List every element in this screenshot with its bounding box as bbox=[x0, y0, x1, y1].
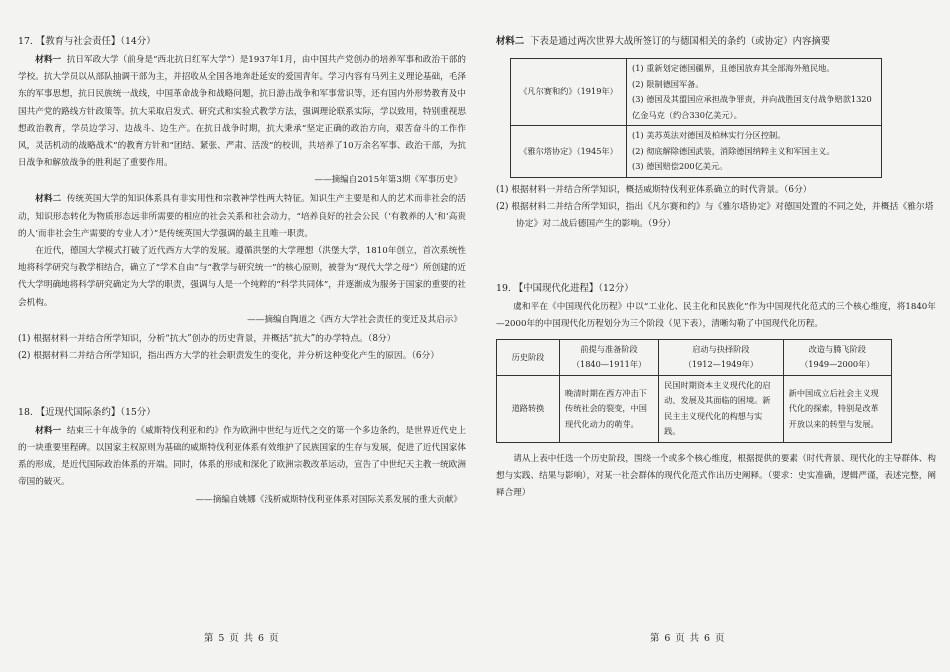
stage-description: 晚清时期在西方冲击下传统社会的裂变，中国现代化动力的萌芽。 bbox=[560, 375, 659, 442]
q17-m2-citation: ——摘编自陶道之《西方大学社会责任的变迁及其启示》 bbox=[247, 314, 462, 325]
q17-m1-citation: ——摘编自2015年第3期《军事历史》 bbox=[314, 175, 462, 186]
row-header-stage: 历史阶段 bbox=[497, 339, 560, 375]
q17-ask-2: (2) 根据材料二并结合所学知识，指出西方大学的社会职责发生的变化，并分析这种变化产生的原因。（6分） bbox=[18, 350, 440, 361]
q18-ask-2: (2) 根据材料二并结合所学知识，指出《凡尔赛和约》与《雅尔塔协定》对德国处置的不同之处，并概括《雅尔塔协定》对二战后德国产生的影响。（9分） bbox=[496, 201, 934, 229]
treaty-item: (3) 德国赔偿200亿美元。 bbox=[632, 161, 728, 171]
stage-name: 改造与腾飞阶段 bbox=[808, 343, 866, 354]
q18-ask-1: (1) 根据材料一并结合所学知识，概括威斯特伐利亚体系确立的时代背景。（6分） bbox=[496, 184, 812, 195]
q17-material-2 bbox=[18, 191, 466, 243]
q18-m2-heading-text: 下表是通过两次世界大战所签订的与德国相关的条约（或协定）内容摘要 bbox=[530, 36, 831, 47]
stage-years: （1949—2000年） bbox=[800, 359, 875, 370]
q17-m2-text: 传统英国大学的知识体系具有非实用性和宗教神学性两大特征。知识生产主要是和人的艺术而非社会的活动，知识形态转化为物质形态远非所需要的相应的社会关系和社会动力，“培养良好的社会公民（‘有教养的人’和‘高贵的人’而非社会生产需要的专业人才）”是传统英国大学强调的最主且唯一职责。 bbox=[18, 194, 466, 239]
row-header-path: 道路转换 bbox=[497, 375, 560, 442]
treaty-item: (2) 限制德国军备。 bbox=[632, 78, 704, 89]
table-row bbox=[511, 59, 882, 126]
stage-description: 民国时期资本主义现代化的启动、发展及其面临的困境。新民主主义现代化的构想与实践。 bbox=[659, 375, 784, 442]
page-number-right: 第 6 页 共 6 页 bbox=[650, 633, 726, 644]
table-row bbox=[511, 126, 882, 178]
stage-years: （1912—1949年） bbox=[683, 359, 759, 370]
stage-cell bbox=[783, 339, 891, 375]
treaty-name: 《雅尔塔协定》（1945年） bbox=[511, 126, 627, 178]
q18-material-2-heading bbox=[496, 34, 936, 50]
q17-m1-lead: 材料一 bbox=[35, 55, 62, 65]
treaty-item: (1) 美苏英法对德国及柏林实行分区控制。 bbox=[632, 130, 786, 140]
stage-years: （1840—1911年） bbox=[571, 359, 647, 370]
left-page bbox=[18, 0, 466, 672]
q18-m2-lead: 材料二 bbox=[496, 36, 525, 47]
q18-m1-lead: 材料一 bbox=[35, 425, 62, 436]
treaty-item: (2) 彻底解除德国武装，消除德国纳粹主义和军国主义。 bbox=[632, 145, 835, 156]
table-row bbox=[497, 339, 892, 375]
q17-m2-lead: 材料二 bbox=[35, 194, 62, 205]
q18-title: 18. 【近现代国际条约】（15分） bbox=[18, 406, 156, 418]
modernization-table bbox=[496, 339, 892, 443]
treaty-name: 《凡尔赛和约》（1919年） bbox=[511, 59, 627, 126]
stage-cell bbox=[659, 339, 784, 375]
q17-m1-text: 抗日军政大学（前身是“西北抗日红军大学”）是1937年1月，由中国共产党创办的培养军事和政治干部的学校。抗大学员以从部队抽调干部为主，并招收从全国各地奔赴延安的爱国青年。学习内容有马列主义理论基础，毛泽东的军事思想，抗日民族统一战线，中国革命战争和战略问题，抗日游击战争和军事常识等，还有国内外形势教育及中国共产党的路线方针政策等。抗大采取启发式、研究式和实验式教学方法，强调理论联系实际，学以致用，特别重视思想政治教育，学员边学习、边战斗、边生产。在抗日战争时期，抗大秉承“坚定正确的政治方向，艰苦奋斗的工作作风，灵活机动的战略战术”的教育方针和“团结、紧张、严肃、活泼”的校训，共培养了10万余名军事、政治干部，为抗日战争和解放战争的胜利起了重要作用。 bbox=[18, 55, 466, 169]
q19-task: 请从上表中任选一个历史阶段，围绕一个或多个核心维度，根据提供的要素（时代背景、现代化的主导群体、构想与实践、结果与影响），对某一社会群体的现代化范式作出历史阐释。（要求：史实准确，逻辑严谨，表述完整，阐释合理） bbox=[496, 453, 936, 499]
q18-m1-text: 结束三十年战争的《威斯特伐利亚和约》作为欧洲中世纪与近代之交的第一个多边条约，是世界近代史上的一块重要里程碑。以国家主权原则为基础的威斯特伐利亚体系有效维护了民族国家的生存与发展，促进了近代国家体系的形成，是近代国际政治体系的开端。同时，体系的形成和深化了欧洲宗教改革运动，宣告了中世纪天主教一统欧洲帝国的破灭。 bbox=[18, 425, 466, 488]
treaty-terms bbox=[627, 126, 882, 178]
stage-name: 启动与抉择阶段 bbox=[692, 343, 750, 354]
stage-description: 新中国成立后社会主义现代化的探索，特别是改革开放以来的转型与发展。 bbox=[783, 375, 891, 442]
q19-intro: 虞和平在《中国现代化历程》中以“工业化、民主化和民族化”作为中国现代化范式的三个核心维度，将1840年—2000年的中国现代化历程划分为三个阶段（见下表），清晰勾勒了中国现代化历程。 bbox=[496, 301, 936, 329]
q17-ask-1: (1) 根据材料一并结合所学知识，分析“抗大”创办的历史背景，并概括“抗大”的办学特点。（8分） bbox=[18, 333, 396, 344]
q18-m1-citation: ——摘编自姚娜《浅析威斯特伐利亚体系对国际关系发展的重大贡献》 bbox=[195, 494, 462, 505]
page-number-left: 第 5 页 共 6 页 bbox=[204, 633, 280, 644]
spacer bbox=[18, 365, 466, 405]
spacer bbox=[496, 233, 936, 281]
stage-cell bbox=[560, 339, 659, 375]
treaty-item: (1) 重新划定德国疆界，且德国放弃其全部海外殖民地。 bbox=[632, 63, 835, 73]
stage-name: 前提与准备阶段 bbox=[580, 343, 638, 354]
right-page bbox=[496, 0, 936, 672]
q19-title: 19. 【中国现代化进程】（12分） bbox=[496, 282, 634, 294]
q17-material-1 bbox=[18, 52, 466, 172]
treaty-table bbox=[510, 58, 882, 178]
table-row bbox=[497, 375, 892, 442]
q17-title: 17. 【教育与社会责任】（14分） bbox=[18, 36, 156, 47]
q18-material-1 bbox=[18, 423, 466, 492]
q17-m2-paragraph-2: 在近代，德国大学模式打破了近代西方大学的发展。遵循洪堡的大学理想（洪堡大学，1810年创立，首次系统性地将科学研究与教学相结合，确立了“学术自由”与“教学与研究统一”的核心原则，被誉为“现代大学之母”）所创建的近代大学明确地将科学研究确定为大学的职责，强调与人是一个纯粹的“科学共同体”，并逐渐成为服务于国家的重要的社会机构。 bbox=[18, 246, 466, 308]
treaty-item: (3) 德国及其盟国应承担战争罪责，并向战胜国支付战争赔款1320亿金马克（约合330亿美元）。 bbox=[632, 94, 872, 120]
treaty-terms bbox=[627, 59, 882, 126]
